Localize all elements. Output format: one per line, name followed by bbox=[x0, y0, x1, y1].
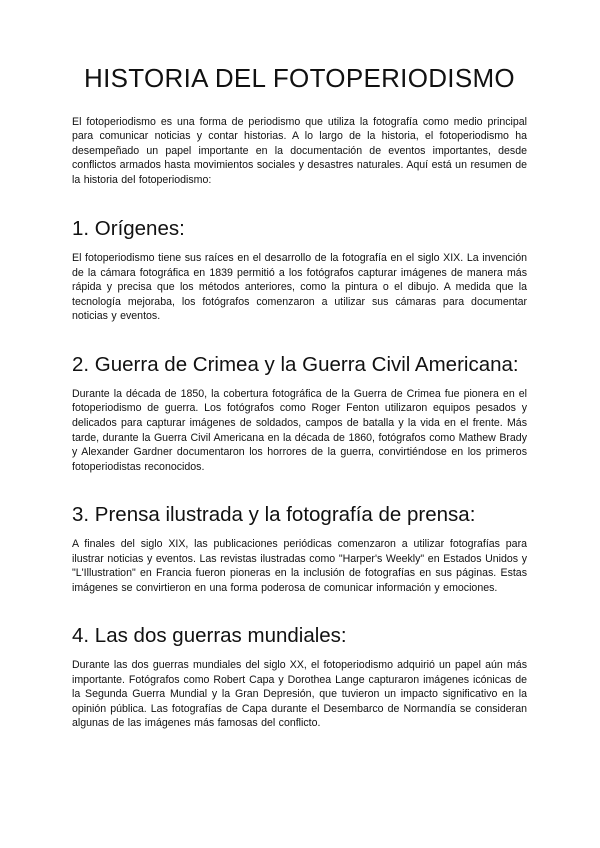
document-title: HISTORIA DEL FOTOPERIODISMO bbox=[84, 63, 515, 93]
intro-paragraph: El fotoperiodismo es una forma de periodismo que utiliza la fotografía como medio principal para comunicar noticias y contar historias. A lo largo de la historia, el fotoperiodismo ha desempeñado un papel importante en la documentación de eventos importantes, desde conflictos armados hasta movimientos sociales y desastres naturales. Aquí está un resumen de la historia del fotoperiodismo: bbox=[72, 115, 527, 186]
section-heading: 2. Guerra de Crimea y la Guerra Civil Americana: bbox=[72, 353, 519, 377]
section-heading: 3. Prensa ilustrada y la fotografía de prensa: bbox=[72, 503, 476, 527]
section-origins bbox=[72, 216, 527, 324]
spacer bbox=[72, 187, 527, 216]
section-world-wars bbox=[72, 623, 527, 731]
spacer bbox=[72, 595, 527, 623]
section-paragraph: El fotoperiodismo tiene sus raíces en el desarrollo de la fotografía en el siglo XIX. La invención de la cámara fotográfica en 1839 permitió a los fotógrafos capturar imágenes de manera más rápida y precisa que los métodos anteriores, como la pintura o el dibujo. A medida que la tecnología mejoraba, los fotógrafos comenzaron a utilizar sus cámaras para documentar noticias y eventos. bbox=[72, 252, 527, 323]
section-illustrated-press bbox=[72, 502, 527, 595]
section-heading: 4. Las dos guerras mundiales: bbox=[72, 624, 347, 648]
section-paragraph: Durante las dos guerras mundiales del siglo XX, el fotoperiodismo adquirió un papel aún más importante. Fotógrafos como Robert Capa y Dorothea Lange capturaron imágenes icónicas de la Segunda Guerra Mundial y la Gran Depresión, que tuvieron un impacto significativo en la opinión pública. Las fotografías de Capa durante el Desembarco de Normandía se consideran algunas de las imágenes más famosas del conflicto. bbox=[72, 658, 527, 730]
document-page bbox=[72, 62, 527, 731]
section-crimea-civil-war bbox=[72, 352, 527, 474]
section-heading: 1. Orígenes: bbox=[72, 217, 185, 241]
spacer bbox=[72, 324, 527, 352]
section-paragraph: Durante la década de 1850, la cobertura fotográfica de la Guerra de Crimea fue pionera en el fotoperiodismo de guerra. Los fotógrafos como Roger Fenton utilizaron equipos pesados y delicados para capturar imágenes de soldados, campos de batalla y la vida en el frente. Más tarde, durante la Guerra Civil Americana en la década de 1860, fotógrafos como Mathew Brady y Alexander Gardner documentaron los horrores de la guerra, convirtiéndose en los primeros fotoperiodistas reconocidos. bbox=[72, 387, 527, 473]
section-paragraph: A finales del siglo XIX, las publicaciones periódicas comenzaron a utilizar fotografías para ilustrar noticias y eventos. Las revistas ilustradas como "Harper's Weekly" en Estados Unidos y "L'Illustration" en Francia fueron pioneras en la inclusión de fotografías en sus páginas. Estas imágenes se convirtieron en una forma poderosa de comunicar información y emociones. bbox=[72, 537, 527, 594]
spacer bbox=[72, 474, 527, 502]
